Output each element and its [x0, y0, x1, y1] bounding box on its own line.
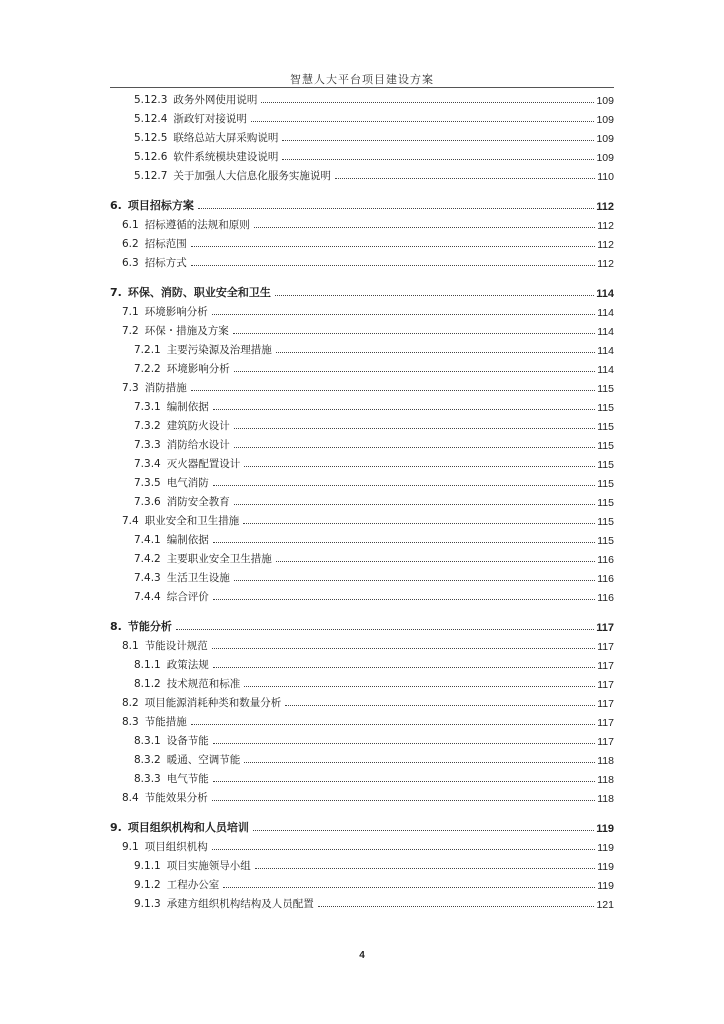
toc-entry-number: 8.1: [122, 640, 139, 652]
toc-entry[interactable]: [110, 585, 614, 604]
toc-entry-text: 编制依据: [166, 534, 209, 546]
toc-entry-text: 暖通、空调节能: [166, 754, 241, 766]
toc-dot-leader: [213, 485, 596, 486]
toc-entry-number: 5.12.7: [134, 170, 168, 182]
toc-entry-text: 消防给水设计: [166, 439, 230, 451]
toc-entry-text: 建筑防火设计: [166, 420, 230, 432]
toc-dot-leader: [234, 371, 596, 372]
toc-entry-text: 设备节能: [166, 735, 209, 747]
toc-entry[interactable]: [110, 835, 614, 854]
toc-dot-leader: [213, 542, 596, 543]
toc-entry-title: [110, 733, 211, 748]
toc-entry-page: 118: [597, 755, 614, 767]
toc-entry[interactable]: [110, 691, 614, 710]
toc-entry-page: 112: [596, 201, 614, 213]
toc-entry-title: [110, 589, 211, 604]
toc-entry-title: [110, 418, 232, 433]
toc-entry-page: 115: [597, 383, 614, 395]
toc-entry-title: [110, 494, 232, 509]
toc-entry-number: 8.3.2: [134, 754, 161, 766]
toc-dot-leader: [255, 868, 596, 869]
toc-entry-text: 招标方式: [144, 257, 187, 269]
toc-entry-text: 主要污染源及治理措施: [166, 344, 272, 356]
toc-entry-number: 7.3.3: [134, 439, 161, 451]
toc-entry-title: [110, 111, 249, 126]
toc-dot-leader: [282, 140, 594, 141]
toc-dot-leader: [335, 178, 595, 179]
toc-entry-page: 119: [597, 880, 614, 892]
toc-entry-text: 节能效果分析: [144, 792, 208, 804]
toc-entry-number: 8.1.2: [134, 678, 161, 690]
toc-entry-page: 112: [597, 220, 614, 232]
toc-entry-title: [110, 284, 273, 300]
toc-entry-page: 109: [596, 114, 614, 126]
toc-entry[interactable]: [110, 251, 614, 270]
toc-entry[interactable]: [110, 767, 614, 786]
toc-dot-leader: [212, 849, 596, 850]
toc-entry-title: [110, 475, 211, 490]
toc-dot-leader: [176, 629, 594, 630]
toc-entry-title: [110, 92, 259, 107]
toc-entry-page: 110: [597, 171, 614, 183]
toc-dot-leader: [244, 686, 595, 687]
toc-entry-title: [110, 657, 211, 672]
toc-entry-number: 7.2.1: [134, 344, 161, 356]
toc-entry-number: 8.3: [122, 716, 139, 728]
toc-entry-page: 117: [597, 698, 614, 710]
toc-entry-text: 环境影响分析: [166, 363, 230, 375]
toc-entry-title: [110, 437, 232, 452]
toc-dot-leader: [282, 159, 594, 160]
toc-entry-page: 117: [596, 622, 614, 634]
toc-dot-leader: [234, 428, 596, 429]
toc-dot-leader: [275, 295, 594, 296]
toc-dot-leader: [191, 246, 596, 247]
toc-entry-title: [110, 714, 189, 729]
toc-entry-text: 项目组织机构: [144, 841, 208, 853]
toc-entry-number: 8.3.1: [134, 735, 161, 747]
toc-entry-title: [110, 456, 242, 471]
toc-entry-title: [110, 197, 196, 213]
toc-entry-number: 9.1.3: [134, 898, 161, 910]
toc-entry[interactable]: [110, 471, 614, 490]
toc-dot-leader: [213, 781, 596, 782]
toc-dot-leader: [261, 102, 594, 103]
toc-entry-text: 招标范围: [144, 238, 187, 250]
toc-dot-leader: [212, 314, 596, 315]
toc-entry[interactable]: [110, 319, 614, 338]
toc-entry-text: 电气消防: [166, 477, 209, 489]
toc-entry-title: [110, 638, 210, 653]
toc-entry-number: 8.4: [122, 792, 139, 804]
toc-entry[interactable]: [110, 892, 614, 911]
toc-dot-leader: [212, 800, 596, 801]
toc-entry-title: [110, 130, 280, 145]
toc-entry-text: 软件系统模块建设说明: [173, 151, 279, 163]
toc-dot-leader: [285, 705, 595, 706]
toc-entry-text: 环保・措施及方案: [144, 325, 229, 337]
toc-entry-title: [110, 695, 283, 710]
toc-dot-leader: [276, 561, 596, 562]
toc-entry[interactable]: [110, 873, 614, 892]
toc-entry-number: 5.12.3: [134, 94, 168, 106]
toc-entry[interactable]: [110, 395, 614, 414]
toc-entry-page: 119: [597, 842, 614, 854]
toc-entry[interactable]: [110, 164, 614, 183]
toc-entry-number: 7.2.2: [134, 363, 161, 375]
toc-entry-page: 118: [597, 774, 614, 786]
toc-entry-page: 114: [596, 288, 614, 300]
toc-entry-page: 115: [597, 421, 614, 433]
toc-entry-text: 环境影响分析: [144, 306, 208, 318]
toc-entry-title: [110, 380, 189, 395]
toc-dot-leader: [234, 580, 596, 581]
toc-entry-title: [110, 771, 211, 786]
toc-entry-number: 7.3.2: [134, 420, 161, 432]
toc-dot-leader: [223, 887, 595, 888]
toc-dot-leader: [318, 906, 595, 907]
toc-dot-leader: [191, 265, 596, 266]
toc-entry[interactable]: [110, 126, 614, 145]
toc-entry[interactable]: [110, 854, 614, 873]
toc-entry-text: 生活卫生设施: [166, 572, 230, 584]
toc-entry-title: [110, 255, 189, 270]
toc-entry-text: 灭火器配置设计: [166, 458, 241, 470]
toc-entry-text: 综合评价: [166, 591, 209, 603]
toc-entry-number: 7.1: [122, 306, 139, 318]
toc-entry-number: 9.1: [122, 841, 139, 853]
toc-entry-text: 职业安全和卫生措施: [144, 515, 240, 527]
toc-entry[interactable]: [110, 213, 614, 232]
toc-entry-text: 项目招标方案: [127, 199, 194, 212]
toc-entry[interactable]: [110, 634, 614, 653]
toc-entry[interactable]: [110, 189, 614, 213]
toc-entry-title: [110, 858, 253, 873]
toc-entry-number: 6.1: [122, 219, 139, 231]
toc-entry-text: 工程办公室: [166, 879, 220, 891]
toc-entry-number: 7.3.5: [134, 477, 161, 489]
toc-dot-leader: [198, 208, 594, 209]
toc-entry-text: 编制依据: [166, 401, 209, 413]
toc-entry-number: 7.4: [122, 515, 139, 527]
toc-entry-page: 121: [596, 899, 614, 911]
toc-entry[interactable]: [110, 376, 614, 395]
toc-entry-title: [110, 361, 232, 376]
toc-entry-page: 114: [597, 345, 614, 357]
toc-dot-leader: [213, 743, 596, 744]
toc-entry-title: [110, 513, 241, 528]
toc-entry-title: [110, 819, 251, 835]
toc-entry-number: 5.12.6: [134, 151, 168, 163]
toc-entry-title: [110, 149, 280, 164]
toc-entry-page: 118: [597, 793, 614, 805]
toc-entry-number: 7.4.1: [134, 534, 161, 546]
toc-entry-page: 115: [597, 535, 614, 547]
toc-entry-page: 117: [597, 679, 614, 691]
toc-entry[interactable]: [110, 610, 614, 634]
toc-entry[interactable]: [110, 528, 614, 547]
toc-entry-text: 节能措施: [144, 716, 187, 728]
toc-dot-leader: [253, 830, 594, 831]
toc-entry-text: 项目实施领导小组: [166, 860, 251, 872]
toc-entry-title: [110, 236, 189, 251]
toc-entry-number: 5.12.5: [134, 132, 168, 144]
toc-entry-number: 7.2: [122, 325, 139, 337]
toc-entry-page: 116: [597, 573, 614, 585]
toc-entry-title: [110, 342, 274, 357]
toc-entry-page: 114: [597, 307, 614, 319]
toc-entry[interactable]: [110, 145, 614, 164]
toc-entry-text: 政策法规: [166, 659, 209, 671]
toc-entry-title: [110, 304, 210, 319]
toc-entry-number: 7.: [110, 286, 122, 299]
toc-entry-title: [110, 399, 211, 414]
toc-entry[interactable]: [110, 653, 614, 672]
toc-entry-text: 承建方组织机构结构及人员配置: [166, 898, 314, 910]
toc-entry[interactable]: [110, 547, 614, 566]
toc-entry-number: 7.3.1: [134, 401, 161, 413]
page-number: 4: [359, 950, 365, 961]
toc-dot-leader: [191, 724, 596, 725]
toc-entry-title: [110, 532, 211, 547]
toc-entry[interactable]: [110, 509, 614, 528]
toc-entry-number: 7.3: [122, 382, 139, 394]
toc-entry-number: 9.1.2: [134, 879, 161, 891]
toc-entry-text: 浙政钉对接说明: [173, 113, 247, 125]
toc-entry-page: 116: [597, 554, 614, 566]
toc-entry[interactable]: [110, 748, 614, 767]
toc-entry-page: 116: [597, 592, 614, 604]
toc-dot-leader: [213, 409, 596, 410]
toc-entry-text: 环保、消防、职业安全和卫生: [127, 286, 271, 299]
toc-entry-page: 109: [596, 152, 614, 164]
toc-entry-title: [110, 676, 242, 691]
toc-entry-number: 7.3.4: [134, 458, 161, 470]
toc-entry-page: 115: [597, 497, 614, 509]
toc-dot-leader: [213, 599, 596, 600]
toc-entry[interactable]: [110, 811, 614, 835]
toc-entry-text: 消防措施: [144, 382, 187, 394]
toc-entry[interactable]: [110, 107, 614, 126]
toc-entry-title: [110, 570, 232, 585]
toc-entry-text: 主要职业安全卫生措施: [166, 553, 272, 565]
toc-entry-title: [110, 752, 242, 767]
toc-entry-page: 115: [597, 402, 614, 414]
toc-entry[interactable]: [110, 232, 614, 251]
toc-entry-page: 117: [597, 736, 614, 748]
toc-dot-leader: [254, 227, 596, 228]
toc-entry[interactable]: [110, 452, 614, 471]
toc-entry-number: 8.2: [122, 697, 139, 709]
toc-entry[interactable]: [110, 338, 614, 357]
toc-entry[interactable]: [110, 88, 614, 107]
toc-entry-page: 109: [596, 95, 614, 107]
toc-entry-title: [110, 839, 210, 854]
toc-entry[interactable]: [110, 276, 614, 300]
table-of-contents: [110, 88, 614, 911]
toc-entry[interactable]: [110, 414, 614, 433]
toc-entry-number: 7.4.2: [134, 553, 161, 565]
toc-entry-page: 115: [597, 459, 614, 471]
toc-entry-title: [110, 790, 210, 805]
toc-entry-title: [110, 896, 316, 911]
toc-entry-page: 112: [597, 258, 614, 270]
toc-dot-leader: [276, 352, 596, 353]
toc-entry[interactable]: [110, 710, 614, 729]
toc-entry-text: 招标遵循的法规和原则: [144, 219, 250, 231]
toc-entry-text: 电气节能: [166, 773, 209, 785]
toc-entry-page: 119: [597, 861, 614, 873]
toc-dot-leader: [243, 523, 595, 524]
toc-dot-leader: [234, 447, 596, 448]
toc-entry-number: 8.: [110, 620, 122, 633]
toc-entry[interactable]: [110, 729, 614, 748]
toc-dot-leader: [212, 648, 596, 649]
toc-dot-leader: [244, 466, 595, 467]
toc-entry-number: 7.4.4: [134, 591, 161, 603]
toc-entry-text: 节能设计规范: [144, 640, 208, 652]
toc-entry-number: 9.1.1: [134, 860, 161, 872]
toc-entry[interactable]: [110, 490, 614, 509]
toc-entry[interactable]: [110, 433, 614, 452]
toc-dot-leader: [233, 333, 596, 334]
toc-dot-leader: [251, 121, 595, 122]
toc-entry-title: [110, 168, 333, 183]
toc-dot-leader: [213, 667, 596, 668]
toc-entry-number: 9.: [110, 821, 122, 834]
toc-entry-text: 技术规范和标准: [166, 678, 241, 690]
toc-entry-number: 6.2: [122, 238, 139, 250]
toc-dot-leader: [234, 504, 596, 505]
toc-entry-page: 114: [597, 364, 614, 376]
toc-entry-page: 112: [597, 239, 614, 251]
toc-entry-title: [110, 877, 221, 892]
toc-entry[interactable]: [110, 357, 614, 376]
toc-entry-title: [110, 217, 252, 232]
toc-entry-text: 关于加强人大信息化服务实施说明: [173, 170, 331, 182]
toc-entry[interactable]: [110, 672, 614, 691]
toc-entry[interactable]: [110, 786, 614, 805]
toc-entry-text: 政务外网使用说明: [173, 94, 258, 106]
toc-entry-title: [110, 551, 274, 566]
toc-entry-page: 115: [597, 478, 614, 490]
toc-entry-text: 联络总站大屏采购说明: [173, 132, 279, 144]
toc-entry-page: 115: [597, 516, 614, 528]
toc-dot-leader: [244, 762, 595, 763]
toc-entry-page: 109: [596, 133, 614, 145]
toc-entry-number: 7.3.6: [134, 496, 161, 508]
toc-entry-text: 消防安全教育: [166, 496, 230, 508]
toc-entry-page: 117: [597, 717, 614, 729]
toc-entry-page: 119: [596, 823, 614, 835]
toc-entry-number: 5.12.4: [134, 113, 168, 125]
toc-entry-page: 114: [597, 326, 614, 338]
toc-entry-text: 项目组织机构和人员培训: [127, 821, 249, 834]
toc-entry-page: 115: [597, 440, 614, 452]
toc-entry[interactable]: [110, 566, 614, 585]
toc-entry-page: 117: [597, 660, 614, 672]
page-header-title: 智慧人大平台项目建设方案: [290, 73, 434, 86]
toc-entry-number: 6.3: [122, 257, 139, 269]
toc-entry-text: 项目能源消耗种类和数量分析: [144, 697, 282, 709]
toc-entry-page: 117: [597, 641, 614, 653]
toc-dot-leader: [191, 390, 596, 391]
toc-entry-title: [110, 323, 231, 338]
toc-entry-number: 7.4.3: [134, 572, 161, 584]
toc-entry-number: 8.3.3: [134, 773, 161, 785]
toc-entry-number: 6.: [110, 199, 122, 212]
toc-entry-text: 节能分析: [127, 620, 172, 633]
toc-entry-title: [110, 618, 174, 634]
toc-entry-number: 8.1.1: [134, 659, 161, 671]
toc-entry[interactable]: [110, 300, 614, 319]
